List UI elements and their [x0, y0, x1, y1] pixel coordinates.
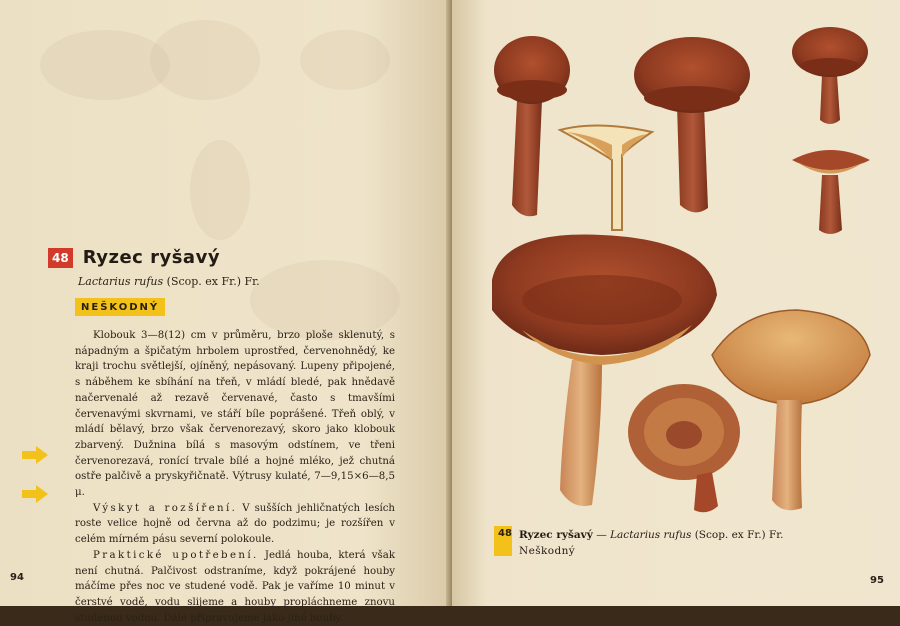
bleed-through-shape — [150, 20, 260, 100]
mushroom-young-1 — [494, 36, 570, 216]
bleed-through-shape — [300, 30, 390, 90]
caption-line — [519, 529, 783, 541]
entry-title: Ryzec ryšavý — [82, 247, 221, 268]
occurrence-heading: Výskyt a rozšíření. — [93, 502, 238, 514]
entry-number-badge: 48 — [48, 248, 73, 268]
use-paragraph — [75, 548, 395, 626]
latin-authority: (Scop. ex Fr.) Fr. — [166, 275, 260, 288]
mushroom-gills-view — [712, 310, 870, 510]
caption-edibility: Neškodný — [519, 545, 576, 557]
caption-dash: — — [596, 529, 607, 541]
page-number-left: 94 — [10, 572, 24, 583]
caption-title: Ryzec ryšavý — [519, 529, 593, 541]
use-heading: Praktické upotřebení. — [93, 549, 259, 561]
description-paragraph: Klobouk 3—8(12) cm v průměru, brzo ploše sklenutý, s nápadným a špičatým hrbolem uprostřed, červenohnědý, ke kraji trochu světlejší, ojíněný, nepásovaný. Lupeny připojené, s náběhem ke sbíhání na třeň, v mládí bledé, pak hnědavě načervenalé až rezavě červenavé, často s tmavšími červenavými skvrnami, ve stáří bíle poprášené. Třeň oblý, v mládí bělavý, brzo však červenorezavý, skoro jako klobouk zbarvený. Dužnina bílá s masovým odstínem, ve třeni červenorezavá, ronící trvale bílé a hojné mléko, jež chutná ostře palčivě a pryskyřičnatě. Výtrusy kulaté, 7—9,15×6—8,5 μ. — [75, 330, 395, 499]
latin-species: Lactarius rufus — [78, 275, 164, 288]
mushroom-small-right — [792, 150, 870, 234]
arrow-right-icon — [22, 446, 48, 464]
latin-name — [78, 275, 260, 288]
mushroom-illustration — [462, 10, 892, 520]
entry-body — [75, 328, 395, 626]
arrow-right-icon — [22, 485, 48, 503]
mushroom-young-2 — [634, 37, 750, 212]
caption-latin: Lactarius rufus — [610, 529, 692, 541]
use-text: Jedlá houba, která však není chutná. Palčivost odstraníme, když pokrájené houby máčíme přes noc ve studené vodě. Pak je vaříme 10 minut v čerstvé vodě, vodu slijeme a houby propláchneme znovu studenou vodou. Dále připravujeme jako jiné houby. — [75, 549, 395, 624]
caption-number: 48 — [498, 528, 512, 539]
occurrence-paragraph — [75, 501, 395, 548]
mushroom-cap-top-view — [628, 384, 740, 512]
caption-authority: (Scop. ex Fr.) Fr. — [694, 529, 784, 541]
page-number-right: 95 — [870, 575, 884, 586]
occurrence-text: V sušších jehličnatých lesích roste velice hojně od června až do podzimu; je rozšířen v celém mírném pásu severní polokoule. — [75, 502, 395, 546]
mushroom-cross-section — [560, 125, 652, 230]
mushroom-small-top-right — [792, 27, 868, 124]
bleed-through-shape — [190, 140, 250, 240]
entry-heading — [48, 247, 220, 268]
edibility-badge: NEŠKODNÝ — [75, 298, 165, 316]
